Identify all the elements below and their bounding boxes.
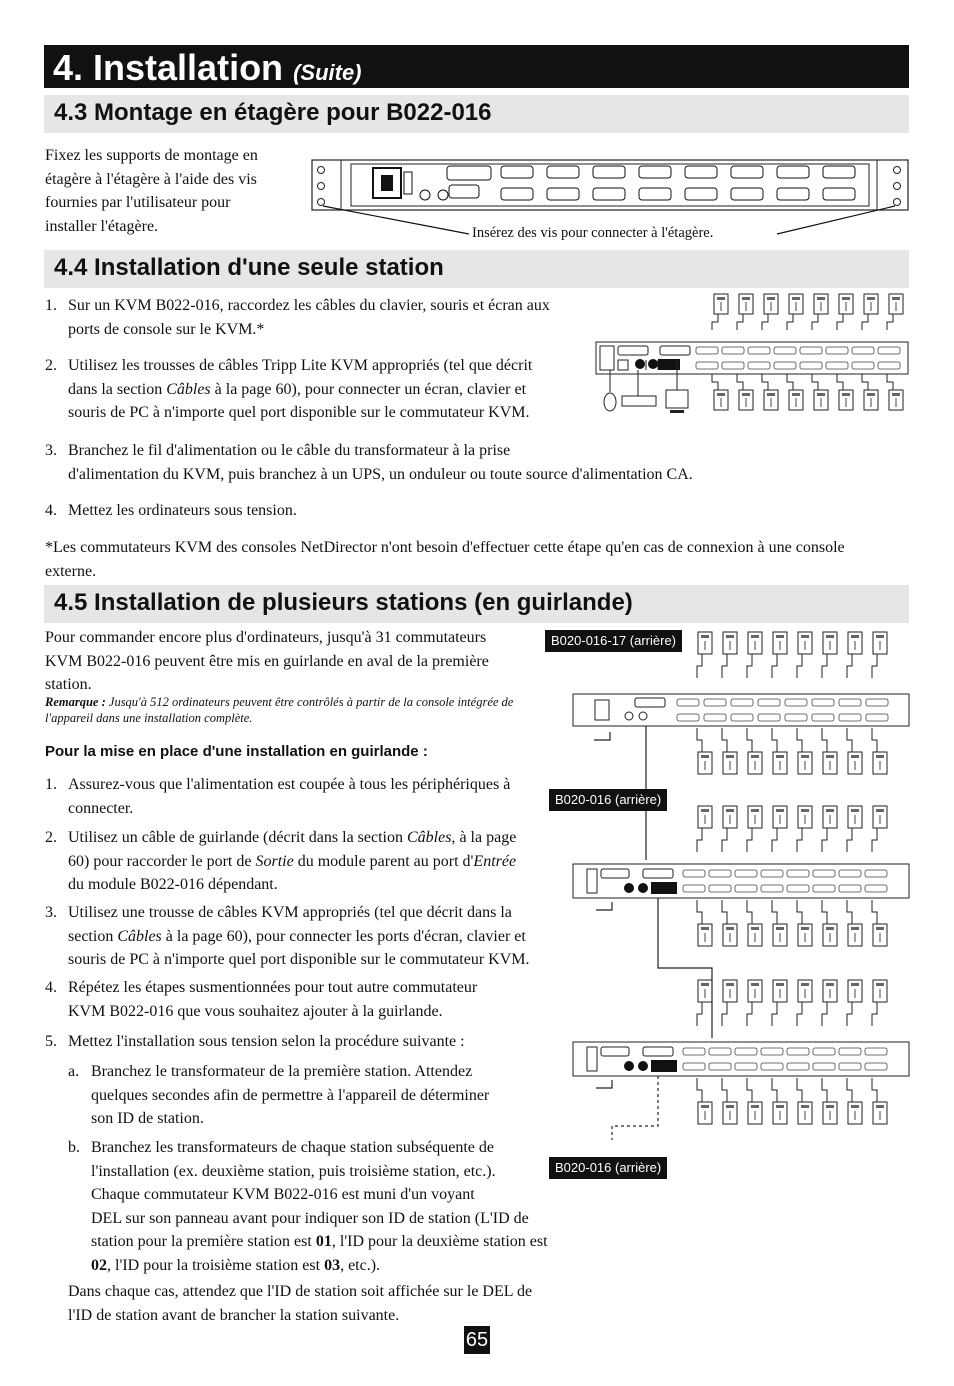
rack-callout-label: Insérez des vis pour connecter à l'étagère. bbox=[472, 225, 714, 241]
daisy-chain-diagram bbox=[570, 630, 910, 1150]
section-header-4-5: 4.5 Installation de plusieurs stations (en guirlande) bbox=[44, 585, 909, 623]
closing-paragraph: Dans chaque cas, attendez que l'ID de station soit affichée sur le DEL de l'ID de station avant de brancher la station suivante. bbox=[68, 1283, 533, 1324]
section-header-4-4: 4.4 Installation d'une seule station bbox=[44, 250, 909, 288]
section-4-5-intro: Pour commander encore plus d'ordinateurs, jusqu'à 31 commutateurs KVM B022-016 peuvent être mis en guirlande en aval de la première station. bbox=[45, 629, 489, 693]
device-label-bottom: B020-016 (arrière) bbox=[549, 1157, 667, 1179]
section-header-4-3: 4.3 Montage en étagère pour B022-016 bbox=[44, 95, 909, 133]
page-title: 4. Installation (Suite) bbox=[53, 47, 362, 88]
footnote: *Les commutateurs KVM des consoles NetDirector n'ont besoin d'effectuer cette étape qu'en cas de connexion à une console externe. bbox=[45, 539, 845, 580]
device-label-middle: B020-016 (arrière) bbox=[549, 789, 667, 811]
remark: Remarque : Jusqu'à 512 ordinateurs peuvent être contrôlés à partir de la console intégrée de l'appareil dans une installation complète. bbox=[45, 695, 514, 725]
page-subtitle: (Suite) bbox=[293, 60, 362, 85]
page-title-bar bbox=[44, 45, 909, 88]
single-station-diagram bbox=[596, 292, 908, 422]
subheading: Pour la mise en place d'une installation en guirlande : bbox=[45, 743, 428, 760]
section-4-3-text: Fixez les supports de montage en étagère à l'étagère à l'aide des vis fournies par l'utilisateur pour installer l'étagère. bbox=[45, 147, 258, 235]
device-label-top: B020-016-17 (arrière) bbox=[545, 630, 682, 652]
rack-mount-diagram bbox=[311, 158, 909, 218]
page-number: 65 bbox=[464, 1326, 490, 1354]
